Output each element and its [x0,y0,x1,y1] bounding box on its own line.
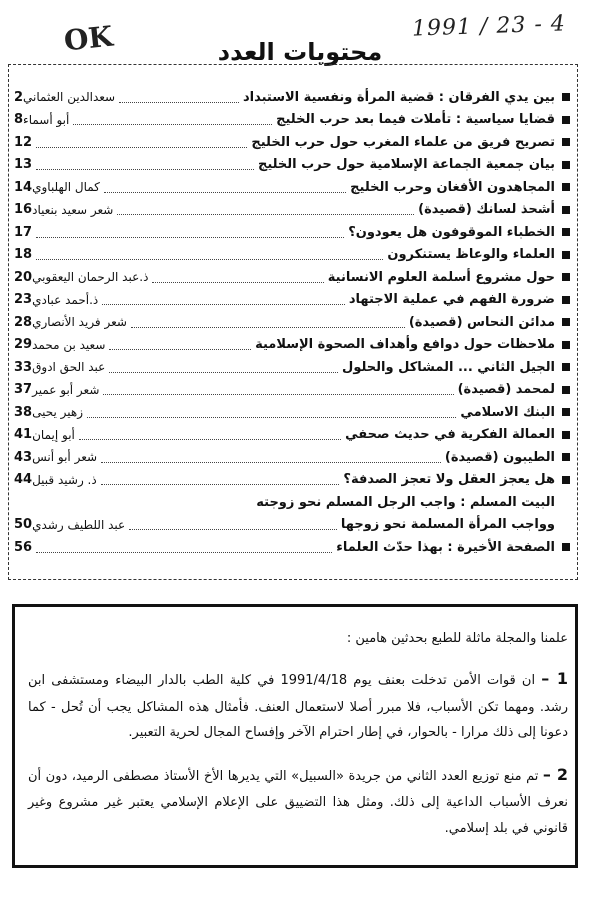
toc-entry [14,176,570,199]
bullet-icon [562,431,570,439]
leader-dots [36,227,344,238]
bullet-icon [562,273,570,281]
toc-entry-title: مدائن النحاس (قصيدة) [408,314,555,330]
toc-entry-author: عبد الحق ادوق [32,360,106,375]
leader-dots [87,407,456,418]
toc-entry-page: 37 [14,382,33,398]
toc-entry [14,244,570,267]
toc-entry-author: سعدالدين العثماني [23,90,116,105]
toc-entry-author: شعر أبو أنس [32,450,98,465]
toc-entry-page: 43 [14,449,33,465]
notice-item-number: 1 – [541,669,569,689]
leader-dots [102,294,345,305]
toc-entry [14,266,570,289]
toc-entry-author: سعيد بن محمد [32,337,106,352]
notice-item-text: تم منع توزيع العدد الثاني من جريدة «السبيل» التي يديرها الأخ الأستاذ مصطفى الرميد، دون أن نعرف الأسباب الداعية إلى ذلك. ومثل هذا التضييق على الإعلام الإسلامي يعتبر غير مشروع وغير قانوني في بلد إسلامي. [28,769,568,836]
bullet-icon [562,408,570,416]
bullet-icon [562,498,570,506]
toc-entry [14,109,570,132]
notice-item-text: ان قوات الأمن تدخلت بعنف يوم 1991/4/18 في كلية الطب بالدار البيضاء ومستشفى ابن رشد. ومهما تكن الأسباب، فلا مبرر أصلا لاستعمال العنف. فأمثال هذه المشاكل يجب أن تُحل - كما دعونا إلى ذلك مرارا - بالحوار، في إطار احترام الآخر وإفساح المجال لحرية التعبير. [28,673,568,740]
toc-entry-title: ضرورة الفهم في عملية الاجتهاد [348,292,555,308]
toc-entry [14,424,570,447]
leader-dots [152,272,323,283]
toc-entry-page: 18 [14,247,33,263]
bullet-icon [562,251,570,259]
toc-entry-title: ملاحظات حول دوافع وأهداف الصحوة الإسلامية [255,337,555,353]
leader-dots [101,452,441,463]
leader-dots [36,249,383,260]
notice-item [28,663,568,745]
leader-dots [131,317,405,328]
toc-entry-page: 56 [14,539,33,555]
toc-entry-page: 28 [14,314,33,330]
toc-entry [14,131,570,154]
toc-entry-title: قضايا سياسية : تأملات فيما بعد حرب الخليج [276,112,555,128]
toc-entry-page: 17 [14,224,33,240]
bullet-icon [562,453,570,461]
toc-entry [14,446,570,469]
toc-entry-page: 20 [14,269,33,285]
leader-dots [73,114,272,125]
handwritten-date: 1991 / 23 - 4 [411,11,567,42]
toc-entry-author: أبو إيمان [32,427,75,442]
toc-entry-title: البيت المسلم : واجب الرجل المسلم نحو زوجته [256,494,555,510]
notice-item-number: 2 – [542,765,568,785]
toc-entry [14,289,570,312]
leader-dots [119,92,239,103]
toc-entry-author: كمال الهلباوي [32,180,100,195]
toc-entry-title: تصريح فريق من علماء المغرب حول حرب الخليج [251,134,555,150]
handwritten-ok: OK [62,19,115,58]
toc-entry-page: 33 [14,359,33,375]
bullet-icon [562,93,570,101]
leader-dots [109,362,338,373]
leader-dots [79,429,341,440]
toc-entry-page: 29 [14,337,33,353]
leader-dots [36,159,254,170]
toc-entry-title: الجيل الثاني ... المشاكل والحلول [342,359,555,375]
toc-entry [14,469,570,492]
toc-entry [14,514,570,537]
bullet-icon [562,476,570,484]
bullet-icon [562,341,570,349]
toc-entry-title: بين يدي الفرقان : قضية المرأة ونفسية الاستبداد [242,89,555,105]
toc-entry-author: أبو أسماء [23,112,70,127]
toc-entry [14,379,570,402]
notice-block [28,626,568,855]
toc-entry-title: لمحمد (قصيدة) [457,382,555,398]
toc-entry-title: العمالة الفكرية في حديث صحفي [345,427,555,443]
toc-entry-author: شعر سعيد بنعياد [32,202,114,217]
leader-dots [103,384,453,395]
toc-entry-page: 38 [14,404,33,420]
toc-entry-page: 50 [14,517,33,533]
toc-entry-title: العلماء والوعاظ يستنكرون [387,247,555,263]
toc-entry-author: شعر فريد الأنصاري [32,315,127,330]
toc-entry-page: 2 [14,89,24,105]
toc-entry [14,536,570,559]
bullet-icon [562,543,570,551]
bullet-icon [562,183,570,191]
toc-entry-title: وواجب المرأة المسلمة نحو زوجها [340,517,555,533]
toc-entry-page: 13 [14,157,33,173]
leader-dots [109,339,251,350]
leader-dots [129,519,337,530]
toc-entry-author: ذ.أحمد عبادي [32,292,99,307]
bullet-icon [562,363,570,371]
toc-entry [14,221,570,244]
toc-entry-title: المجاهدون الأفغان وحرب الخليج [350,179,555,195]
toc-entry-title: البنك الاسلامي [460,404,555,420]
leader-dots [36,542,332,553]
toc-entry [14,86,570,109]
leader-dots [117,204,414,215]
toc-entry-author: ذ.عبد الرحمان اليعقوبي [32,270,149,285]
toc-entry [14,356,570,379]
toc-entry-page: 8 [14,112,24,128]
toc-entry [14,311,570,334]
bullet-icon [562,521,570,529]
bullet-icon [562,206,570,214]
bullet-icon [562,161,570,169]
bullet-icon [562,386,570,394]
toc-entry-title: الطيبون (قصيدة) [444,449,555,465]
toc-entry-page: 14 [14,179,33,195]
toc-entry-title: هل يعجز العقل ولا تعجز الصدفة؟ [343,472,555,488]
toc-entry [14,491,570,514]
leader-dots [104,182,346,193]
leader-dots [101,474,340,485]
toc-entry-author: شعر أبو عمير [32,382,100,397]
toc-entry-page: 12 [14,134,33,150]
notice-item [28,759,568,841]
toc-entry-page: 23 [14,292,33,308]
toc-entry-author: عبد اللطيف رشدي [32,517,126,532]
toc-entry [14,401,570,424]
bullet-icon [562,296,570,304]
page-title: محتويات العدد [217,38,383,66]
leader-dots [36,137,247,148]
toc-entry-author: ذ. رشيد قبيل [32,472,97,487]
bullet-icon [562,138,570,146]
toc-entry [14,154,570,177]
toc-entry-title: حول مشروع أسلمة العلوم الانسانية [327,269,555,285]
bullet-icon [562,318,570,326]
toc-entry-title: الخطباء الموقوفون هل يعودون؟ [348,224,555,240]
toc-entry-page: 44 [14,472,33,488]
toc-entry-title: أشحذ لسانك (قصيدة) [418,202,555,218]
toc-entry [14,199,570,222]
notice-intro: علمنا والمجلة ماثلة للطبع بحدثين هامين : [346,631,568,646]
toc-entry-title: بيان جمعية الجماعة الإسلامية حول حرب الخليج [257,157,555,173]
table-of-contents [14,86,570,559]
toc-entry-title: الصفحة الأخيرة : بهذا حدّث العلماء [336,539,555,555]
toc-entry-author: زهير يحيى [32,405,83,420]
toc-entry [14,334,570,357]
toc-entry-page: 16 [14,202,33,218]
bullet-icon [562,116,570,124]
toc-entry-page: 41 [14,427,33,443]
bullet-icon [562,228,570,236]
